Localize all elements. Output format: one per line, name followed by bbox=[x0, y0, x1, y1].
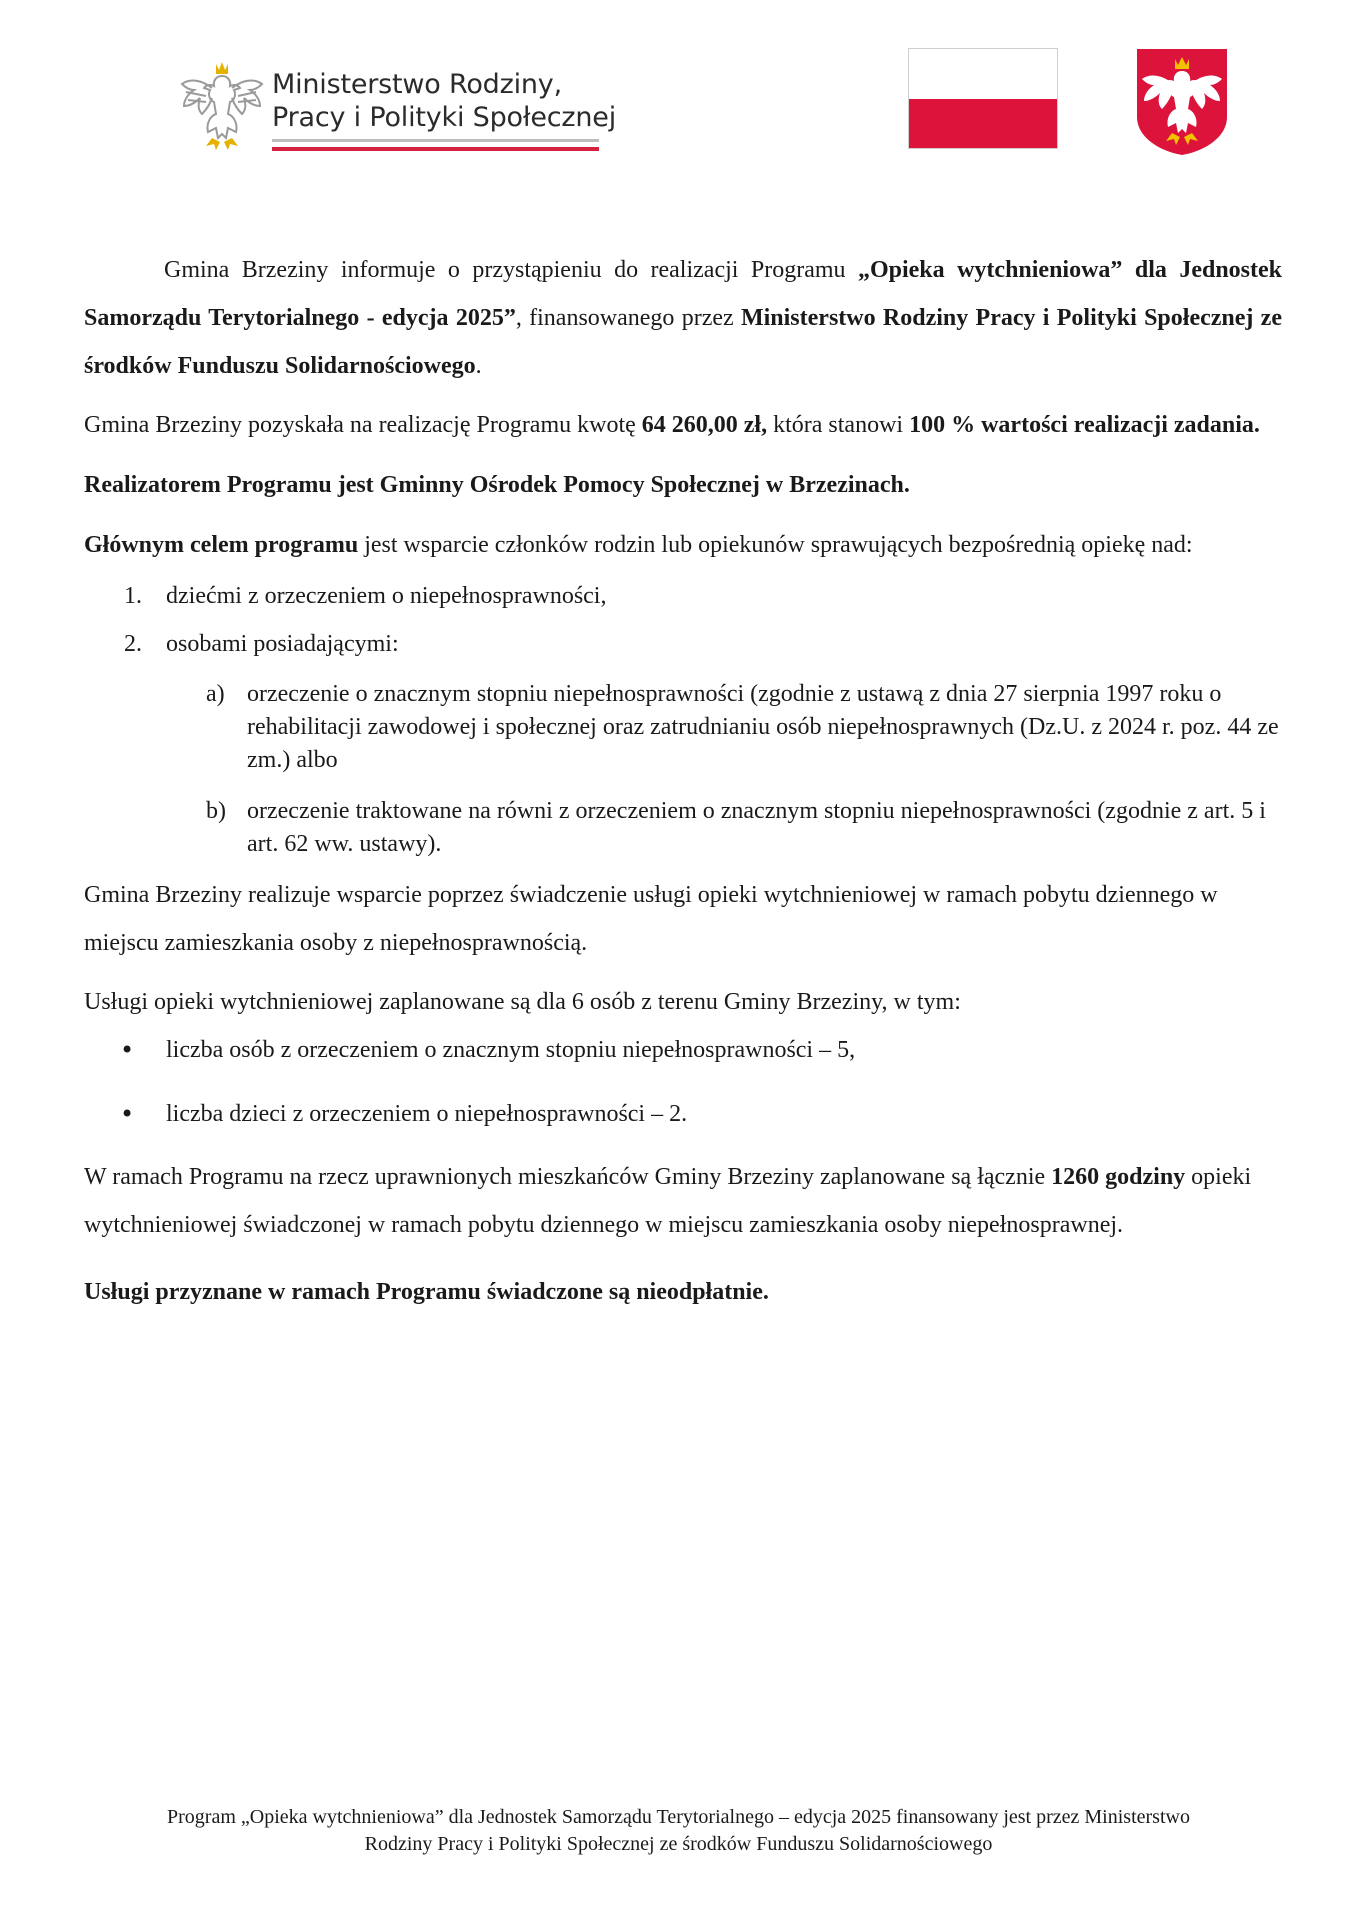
intro-paragraph bbox=[84, 246, 1282, 390]
bullet-icon: • bbox=[120, 1036, 135, 1064]
realizer-paragraph bbox=[84, 468, 1282, 502]
goal-label: Głównym celem programu bbox=[84, 532, 359, 558]
polish-white-eagle-emblem-icon bbox=[1135, 47, 1229, 157]
list-item bbox=[84, 1097, 1282, 1131]
list-item-text: orzeczenie o znacznym stopniu niepełnosprawności (zgodnie z ustawą z dnia 27 sierpnia 1997 roku o rehabilitacji zawodowej i społecznej oraz zatrudnianiu osób niepełnosprawnych (Dz.U. z 2024 r. poz. 44 ze zm.) albo bbox=[247, 681, 1279, 773]
intro-text-1: Gmina Brzeziny informuje o przystąpieniu do realizacji Programu bbox=[164, 257, 858, 283]
list-item-text: orzeczenie traktowane na równi z orzeczeniem o znacznym stopniu niepełnosprawności (zgodnie z art. 5 i art. 62 ww. ustawy). bbox=[247, 798, 1266, 857]
footer-line2: Rodziny Pracy i Polityki Społecznej ze środków Funduszu Solidarnościowego bbox=[364, 1833, 993, 1855]
funding-amount: 64 260,00 zł, bbox=[641, 412, 768, 438]
hours-paragraph bbox=[84, 1153, 1282, 1249]
logo-rule-gray bbox=[272, 139, 599, 142]
funding-text-1: Gmina Brzeziny pozyskała na realizację Programu kwotę bbox=[84, 412, 642, 438]
list-item-text: liczba dzieci z orzeczeniem o niepełnosprawności – 2. bbox=[166, 1101, 688, 1127]
list-item-text: osobami posiadającymi: bbox=[166, 631, 399, 657]
ministry-name-line2: Pracy i Polityki Społecznej bbox=[272, 102, 616, 133]
list-item-text: dziećmi z orzeczeniem o niepełnosprawności, bbox=[166, 583, 607, 609]
intro-program-name: „Opieka wytchnieniowa” dla Jednostek Samorządu Terytorialnego - edycja 2025” bbox=[84, 257, 1282, 331]
footer-line1: Program „Opieka wytchnieniowa” dla Jednostek Samorządu Terytorialnego – edycja 2025 finansowany jest przez Ministerstwo bbox=[167, 1806, 1190, 1828]
logo-rule-red bbox=[272, 147, 599, 151]
funding-text-2: która stanowi bbox=[767, 412, 910, 438]
list-item-letter: a) bbox=[206, 681, 225, 707]
bullet-icon: • bbox=[120, 1100, 135, 1128]
intro-ministry-name: Ministerstwo Rodziny Pracy i Polityki Społecznej ze środków Funduszu Solidarnościowego bbox=[84, 305, 1282, 379]
page-header bbox=[0, 0, 1357, 170]
ministry-name bbox=[272, 68, 616, 134]
planned-paragraph: Usługi opieki wytchnieniowej zaplanowane są dla 6 osób z terenu Gminy Brzeziny, w tym: bbox=[84, 989, 961, 1015]
goal-paragraph bbox=[84, 528, 1282, 562]
list-item bbox=[84, 572, 1282, 620]
ministry-logo bbox=[176, 54, 616, 158]
list-item-number: 2. bbox=[124, 631, 142, 657]
goal-text: jest wsparcie członków rodzin lub opiekunów sprawujących bezpośrednią opiekę nad: bbox=[358, 532, 1193, 558]
list-item-letter: b) bbox=[206, 798, 226, 824]
support-paragraph: Gmina Brzeziny realizuje wsparcie poprzez świadczenie usługi opieki wytchnieniowej w ramach pobytu dziennego w miejscu zamieszkania osoby z niepełnosprawnością. bbox=[84, 882, 1218, 956]
intro-text-2: , finansowanego przez bbox=[515, 305, 741, 331]
hours-count: 1260 godziny bbox=[1051, 1164, 1186, 1190]
free-of-charge-paragraph bbox=[84, 1275, 1282, 1309]
intro-text-3: . bbox=[475, 353, 482, 379]
realizer-text: Realizatorem Programu jest Gminny Ośrodek Pomocy Społecznej w Brzezinach. bbox=[84, 472, 910, 498]
certificate-types-list bbox=[84, 678, 1282, 861]
polish-flag-icon bbox=[908, 48, 1058, 149]
free-of-charge-text: Usługi przyznane w ramach Programu świadczone są nieodpłatnie. bbox=[84, 1279, 769, 1305]
list-item-number: 1. bbox=[124, 583, 142, 609]
funding-percentage: 100 % wartości realizacji zadania. bbox=[909, 412, 1260, 438]
list-item bbox=[84, 678, 1282, 777]
planned-services-list bbox=[84, 1033, 1282, 1131]
flag-red-stripe bbox=[909, 99, 1057, 149]
ministry-name-line1: Ministerstwo Rodziny, bbox=[272, 69, 562, 100]
list-item bbox=[84, 1033, 1282, 1067]
hours-text-2: opieki wytchnieniowej świadczonej w ramach pobytu dziennego w miejscu zamieszkania osoby niepełnosprawnej. bbox=[84, 1164, 1252, 1238]
document-body bbox=[84, 246, 1282, 1309]
list-item bbox=[84, 620, 1282, 668]
hours-text-1: W ramach Programu na rzecz uprawnionych mieszkańców Gminy Brzeziny zaplanowane są łącznie bbox=[84, 1164, 1052, 1190]
beneficiary-groups-list bbox=[84, 572, 1282, 668]
page-footer bbox=[60, 1804, 1297, 1858]
funding-paragraph bbox=[84, 408, 1282, 442]
list-item-text: liczba osób z orzeczeniem o znacznym stopniu niepełnosprawności – 5, bbox=[166, 1037, 856, 1063]
flag-white-stripe bbox=[909, 49, 1057, 99]
list-item bbox=[84, 795, 1282, 861]
polish-eagle-gray-logo-icon bbox=[176, 54, 268, 152]
